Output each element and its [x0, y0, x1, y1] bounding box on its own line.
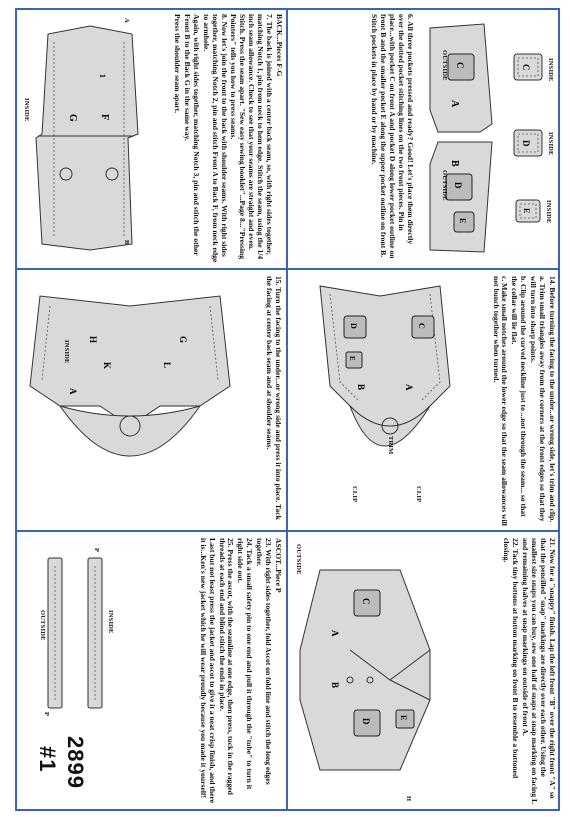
- svg-text:A: A: [68, 388, 78, 395]
- step-25-text: 25. Press the ascot, with the seamline at one edge, then press, tuck in the ragged threads at each end and blind stitch the ends in place.: [217, 538, 236, 795]
- svg-text:C: C: [361, 598, 371, 605]
- ascot-label-p-2: P: [43, 712, 50, 717]
- facing-turned-diagram: [20, 276, 240, 526]
- step-7-text: 7. The back is joined with a center back seam, so, with right sides together, matching Notch 1, pin from neck to hem edge. Stitch the seam, using the 1/4 inch seam allowance. Check to see that your seams are straight and even. Stitch. Press the seam apart. "Sew easy sewing booklet"...Page 8..."Pressing Pointers" tells you how to press seams.: [229, 14, 275, 260]
- svg-text:A: A: [330, 630, 340, 637]
- back-label-b: B: [123, 240, 130, 245]
- facing-label-inside: INSIDE: [63, 340, 70, 364]
- back-text-block: [171, 14, 283, 264]
- svg-text:A: A: [404, 384, 414, 391]
- facing-top-piece: [320, 286, 450, 446]
- facing-bottom-piece: [30, 296, 230, 456]
- svg-text:E: E: [458, 218, 467, 224]
- pocket-c: [514, 54, 542, 80]
- step-23-text: 23. With right sides together, fold Ascot on fold line and stitch the long edges together.: [255, 538, 274, 785]
- ascot-text: [197, 538, 282, 804]
- svg-text:A: A: [449, 100, 460, 108]
- trim-label: TRIM: [387, 436, 394, 455]
- ascot-heading: ASCOT...Piece P: [274, 538, 283, 593]
- ascot-label-p-1: P: [93, 548, 100, 553]
- ascot-label-outside: OUTSIDE: [39, 610, 46, 641]
- jacket-label-outside: OUTSIDE: [295, 544, 302, 575]
- step-24-text: 24. Tack a small safety pin to one end and pull it through the "tube" to turn it right side out.: [236, 538, 255, 790]
- step-8-text: 8. Now let's join the front to the back with shoulder seams. With right sides together, matching Notch 2, pin and stitch Front A to Back F, from neck edge to armhole.: [201, 14, 229, 263]
- step-21-text: 21. Now for a "snappy" finish. Lap the left front "B" over the right front "A" so that the pencilled "snap" markings are directly over each other. Using the smallest size snaps you can buy, sew one half of snaps at snap marking on facing L and remaining halves at snap markings on outside of front A.: [521, 538, 557, 804]
- closing-text: [501, 538, 556, 804]
- step-15-text: 15. Turn the facing to the under...or wrong side and press it into place. Tack the facing at center back seam and at shoulder seams.: [265, 276, 283, 520]
- step-6-text: 6. All three pockets pressed and ready? Good! Let's place them directly over the dotted pocket stitching lines on the two front pieces. Pin in place...with pocket C on front A and pocket D along lower pocket outline on front B and the smaller pocket E along the upper pocket outline on front B. Stitch pockets in place by hand or by machine.: [370, 14, 415, 259]
- svg-text:E: E: [348, 356, 356, 361]
- divider-row: [286, 8, 288, 811]
- back-heading: BACK...Pieces F-G: [275, 14, 284, 77]
- ascot-label-inside: INSIDE: [107, 610, 114, 634]
- svg-text:G: G: [178, 336, 188, 344]
- svg-text:C: C: [521, 64, 531, 71]
- svg-text:B: B: [356, 384, 366, 391]
- step-14a-text: a. Trim small triangles away from the corners at the front edges so that they will turn into sharp points.: [529, 276, 548, 522]
- pocket-label-outside-b: OUTSIDE: [441, 170, 448, 201]
- svg-text:K: K: [102, 362, 112, 370]
- pocket-diagram: [416, 14, 556, 264]
- svg-text:1: 1: [98, 74, 107, 78]
- svg-text:B: B: [449, 160, 460, 167]
- pocket-label-inside-3: INSIDE: [545, 200, 552, 224]
- back-pieces: [36, 26, 138, 250]
- step-10-text: Press the shoulder seam apart.: [173, 14, 183, 114]
- pattern-number: 2899: [63, 736, 88, 789]
- divider-top: [558, 8, 560, 811]
- facing-text-top: [490, 276, 556, 526]
- sheet-number: #1: [35, 746, 60, 773]
- step-14-text: 14. Before turning the facing to the under...or wrong side, let's trim and clip.: [548, 276, 557, 523]
- svg-text:L: L: [162, 362, 172, 369]
- svg-text:H: H: [88, 336, 98, 344]
- ascot-diagram: [24, 552, 114, 722]
- clip-label-1: CLIP: [415, 486, 422, 503]
- svg-text:E: E: [522, 208, 531, 214]
- svg-text:E: E: [399, 715, 408, 721]
- svg-text:C: C: [417, 323, 426, 329]
- divider-bottom: [15, 8, 17, 811]
- clip-label-2: CLIP: [351, 486, 358, 503]
- back-label-a: A: [123, 18, 130, 23]
- ascot-strips: [48, 558, 102, 708]
- back-diagram: [22, 14, 152, 264]
- svg-text:D: D: [521, 140, 531, 147]
- svg-text:B: B: [330, 682, 340, 689]
- pocket-label-outside-a: OUTSIDE: [441, 50, 448, 81]
- step-14b-text: b. Clip around the curved neckline just to ...not through the seam... so that the collar will lie flat.: [510, 276, 529, 517]
- pocket-label-inside-2: INSIDE: [547, 132, 554, 156]
- pocket-e: [516, 200, 540, 222]
- pocket-label-inside-1: INSIDE: [547, 58, 554, 82]
- front-b-piece: [430, 142, 492, 252]
- step-22-text: 22. Tack tiny buttons at button marking on front B to resemble a buttoned closing.: [502, 538, 521, 779]
- step-9-text: Again, with right sides together, matching Notch 3, pin and stitch the other Front B to the Back G in the same way.: [182, 14, 201, 256]
- step-14c-text: c. Make small notches around the lower edge so that the seam allowances will not bunch together when turned.: [491, 276, 510, 526]
- back-label-inside: INSIDE: [23, 98, 30, 122]
- svg-text:G: G: [67, 114, 78, 122]
- jacket-closed: [300, 570, 430, 770]
- svg-text:D: D: [453, 182, 463, 189]
- jacket-closed-diagram: [290, 560, 440, 780]
- finale-text: Last but not least press the jacket and ascot to give it a neat crisp finish, and there it is...Ken's new jacket which he will wear proudly because you made it yourself!: [198, 538, 217, 804]
- front-a-piece: [430, 24, 492, 132]
- svg-text:D: D: [361, 718, 371, 725]
- svg-text:C: C: [455, 62, 465, 69]
- trim-clip-diagram: [290, 276, 470, 526]
- pocket-d: [514, 130, 542, 156]
- jacket-label-h: H: [405, 796, 412, 802]
- svg-text:D: D: [349, 323, 358, 329]
- svg-text:F: F: [99, 114, 110, 121]
